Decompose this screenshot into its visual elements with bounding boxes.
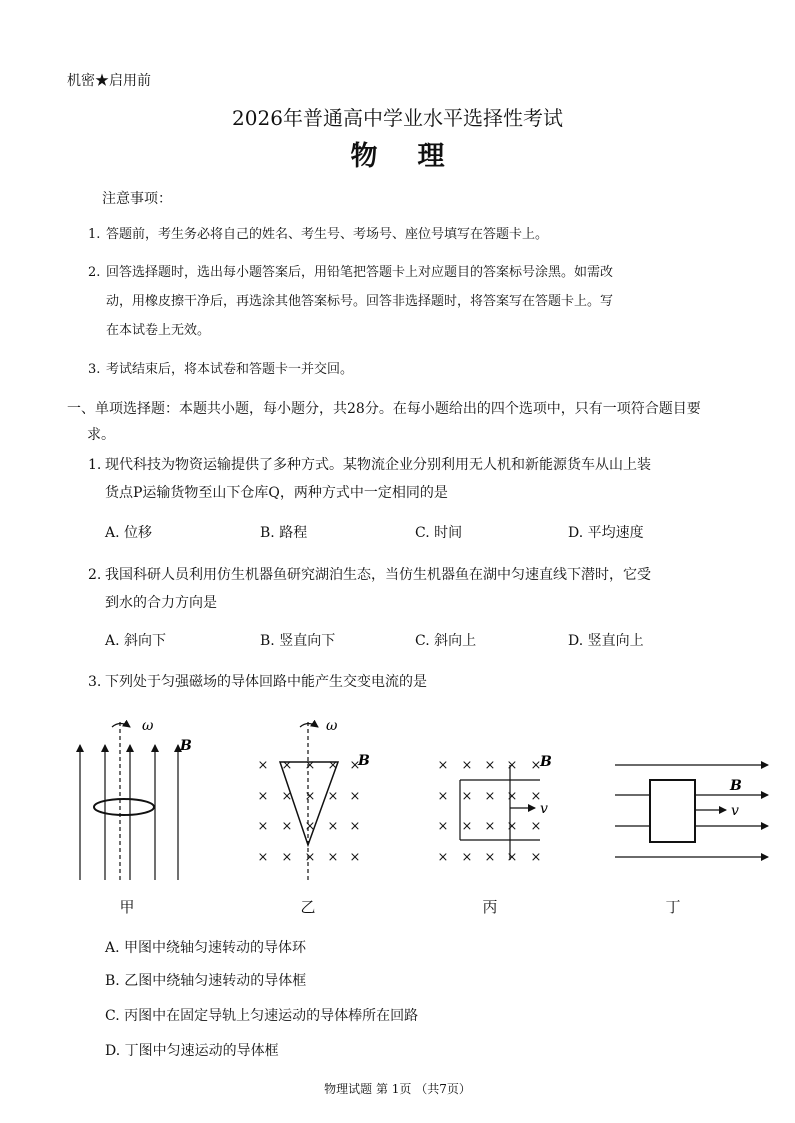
cross-mark: × bbox=[327, 758, 339, 773]
cross-mark: × bbox=[327, 819, 339, 834]
figure-caption-ding: 丁 bbox=[665, 898, 681, 916]
cross-mark: × bbox=[530, 819, 542, 834]
cross-mark: × bbox=[484, 819, 496, 834]
figure-ding bbox=[615, 765, 768, 857]
figure-caption-bing: 丙 bbox=[482, 898, 498, 916]
cross-mark: × bbox=[530, 850, 542, 865]
cross-mark: × bbox=[484, 758, 496, 773]
cross-mark: × bbox=[327, 789, 339, 804]
note-line: 考试结束后，将本试卷和答题卡一并交回。 bbox=[106, 362, 354, 377]
cross-mark: × bbox=[281, 789, 293, 804]
option-a: A. 甲图中绕轴匀速转动的导体环 bbox=[105, 940, 307, 956]
cross-mark: × bbox=[506, 850, 518, 865]
question-line: 到水的合力方向是 bbox=[105, 595, 217, 611]
page-footer: 物理试题 第 1页 （共7页） bbox=[324, 1082, 471, 1096]
cross-mark: × bbox=[437, 758, 449, 773]
option-d: D. 平均速度 bbox=[568, 525, 644, 541]
cross-mark: × bbox=[506, 819, 518, 834]
cross-mark: × bbox=[257, 819, 269, 834]
option-c: C. 斜向上 bbox=[415, 633, 477, 649]
cross-mark: × bbox=[349, 789, 361, 804]
cross-mark: × bbox=[304, 819, 316, 834]
omega-label: ω bbox=[142, 718, 154, 734]
option-b: B. 乙图中绕轴匀速转动的导体框 bbox=[105, 973, 307, 989]
cross-mark: × bbox=[506, 758, 518, 773]
cross-mark: × bbox=[530, 789, 542, 804]
cross-mark: × bbox=[484, 789, 496, 804]
cross-mark: × bbox=[349, 758, 361, 773]
confidential-label: 机密★启用前 bbox=[67, 73, 151, 89]
cross-mark: × bbox=[304, 758, 316, 773]
cross-mark: × bbox=[349, 850, 361, 865]
cross-mark: × bbox=[327, 850, 339, 865]
notes-title: 注意事项： bbox=[102, 191, 172, 207]
omega-label: ω bbox=[326, 718, 338, 734]
question-number: 1. bbox=[88, 457, 102, 473]
velocity-label: v bbox=[731, 803, 739, 819]
question-line: 现代科技为物资运输提供了多种方式。某物流企业分别利用无人机和新能源货车从山上装 bbox=[105, 457, 651, 473]
cross-mark: × bbox=[437, 789, 449, 804]
section-heading bbox=[67, 396, 767, 448]
cross-mark: × bbox=[461, 850, 473, 865]
cross-marks bbox=[258, 758, 361, 865]
option-c: C. 时间 bbox=[415, 525, 463, 541]
option-b: B. 路程 bbox=[260, 525, 308, 541]
note-line: 在本试卷上无效。 bbox=[106, 323, 211, 338]
cross-mark: × bbox=[506, 789, 518, 804]
field-label: B bbox=[358, 753, 370, 769]
subject-title: 物理 bbox=[350, 141, 485, 172]
question-number: 2. bbox=[88, 567, 102, 583]
figure-caption-jia: 甲 bbox=[119, 898, 135, 916]
cross-mark: × bbox=[461, 758, 473, 773]
exam-title: 2026年普通高中学业水平选择性考试 bbox=[232, 106, 563, 130]
question-line: 下列处于匀强磁场的导体回路中能产生交变电流的是 bbox=[105, 674, 427, 690]
cross-mark: × bbox=[304, 789, 316, 804]
cross-mark: × bbox=[349, 819, 361, 834]
cross-mark: × bbox=[281, 758, 293, 773]
cross-mark: × bbox=[461, 819, 473, 834]
figure-caption-yi: 乙 bbox=[300, 898, 316, 916]
velocity-label: v bbox=[540, 801, 548, 817]
option-a: A. 斜向下 bbox=[105, 633, 167, 649]
section-heading-line: 一、单项选择题：本题共小题，每小题分，共28分。在每小题给出的四个选项中，只有一项符合题目要 bbox=[67, 401, 701, 417]
cross-mark: × bbox=[484, 850, 496, 865]
cross-mark: × bbox=[281, 819, 293, 834]
field-label: B bbox=[730, 778, 742, 794]
cross-mark: × bbox=[257, 789, 269, 804]
question-number: 3. bbox=[88, 674, 102, 690]
question-line: 货点P运输货物至山下仓库Q，两种方式中一定相同的是 bbox=[105, 485, 448, 501]
magnetic-field-figures bbox=[0, 700, 795, 890]
note-line: 答题前，考生务必将自己的姓名、考生号、考场号、座位号填写在答题卡上。 bbox=[106, 227, 549, 242]
note-number: 1. bbox=[88, 227, 101, 242]
cross-mark: × bbox=[257, 758, 269, 773]
figure-bing bbox=[460, 765, 540, 860]
note-number: 3. bbox=[88, 362, 101, 377]
cross-mark: × bbox=[461, 789, 473, 804]
cross-mark: × bbox=[437, 819, 449, 834]
note-line: 回答选择题时，选出每小题答案后，用铅笔把答题卡上对应题目的答案标号涂黑。如需改 bbox=[106, 265, 614, 280]
note-number: 2. bbox=[88, 265, 101, 280]
option-a: A. 位移 bbox=[105, 525, 153, 541]
option-b: B. 竖直向下 bbox=[260, 633, 336, 649]
note-line: 动，用橡皮擦干净后，再选涂其他答案标号。回答非选择题时，将答案写在答题卡上。写 bbox=[106, 294, 614, 309]
figure-jia bbox=[80, 722, 178, 880]
option-d: D. 竖直向上 bbox=[568, 633, 644, 649]
section-heading-line: 求。 bbox=[87, 427, 115, 443]
cross-mark: × bbox=[437, 850, 449, 865]
option-c: C. 丙图中在固定导轨上匀速运动的导体棒所在回路 bbox=[105, 1008, 419, 1024]
cross-mark: × bbox=[257, 850, 269, 865]
cross-mark: × bbox=[304, 850, 316, 865]
question-line: 我国科研人员利用仿生机器鱼研究湖泊生态，当仿生机器鱼在湖中匀速直线下潜时，它受 bbox=[105, 567, 651, 583]
field-label: B bbox=[180, 738, 192, 754]
field-label: B bbox=[540, 754, 552, 770]
cross-mark: × bbox=[530, 758, 542, 773]
cross-mark: × bbox=[281, 850, 293, 865]
option-d: D. 丁图中匀速运动的导体框 bbox=[105, 1043, 279, 1059]
cross-marks bbox=[438, 758, 542, 865]
